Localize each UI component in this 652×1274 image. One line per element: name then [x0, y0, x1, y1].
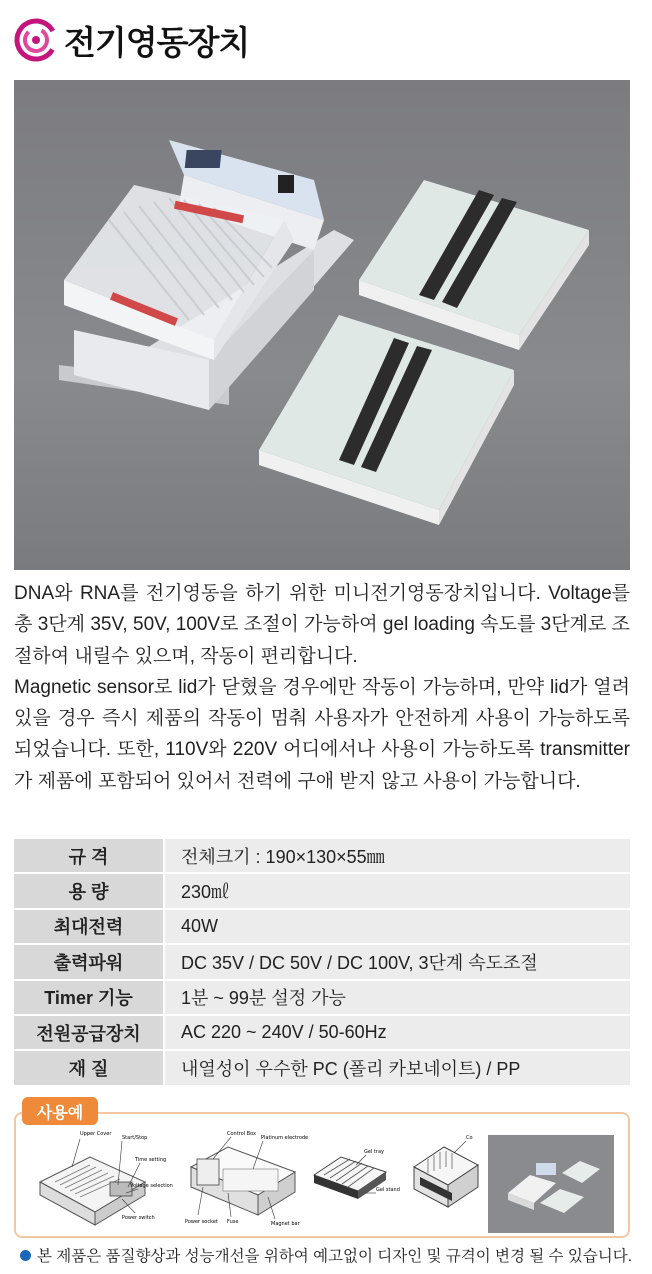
product-photo	[14, 80, 630, 570]
label-power-switch: Power switch	[122, 1215, 155, 1221]
spec-value: DC 35V / DC 50V / DC 100V, 3단계 속도조절	[164, 944, 630, 979]
label-gel-tray: Gel tray	[364, 1149, 384, 1155]
spec-label: 전원공급장치	[14, 1015, 164, 1050]
table-row	[14, 909, 630, 944]
spec-value: 전체크기 : 190×130×55㎜	[164, 838, 630, 873]
spec-label: 최대전력	[14, 909, 164, 944]
spec-label: 규 격	[14, 838, 164, 873]
diagram-main-unit	[30, 1127, 173, 1231]
table-row	[14, 1050, 630, 1085]
label-upper-cover: Upper Cover	[80, 1131, 112, 1137]
label-comb: Co	[466, 1135, 473, 1141]
usage-examples-tab: 사용예	[22, 1097, 98, 1125]
spec-value: 40W	[164, 909, 630, 944]
label-start-stop: Start/Stop	[122, 1135, 148, 1141]
header	[14, 12, 249, 68]
bullet-icon	[20, 1250, 31, 1261]
label-control-box: Control Box	[227, 1131, 256, 1137]
table-row	[14, 873, 630, 908]
label-power-socket: Power socket	[185, 1219, 218, 1225]
diagram-tray-assembly	[406, 1127, 486, 1231]
table-row	[14, 944, 630, 979]
footnote-text: 본 제품은 품질향상과 성능개선을 위하여 예고없이 디자인 및 규격이 변경 될 수 있습니다.	[37, 1248, 633, 1265]
spec-label: 재 질	[14, 1050, 164, 1085]
spec-label: 용 량	[14, 873, 164, 908]
spec-value: 1분 ~ 99분 설정 가능	[164, 980, 630, 1015]
table-row	[14, 838, 630, 873]
table-row	[14, 980, 630, 1015]
label-gel-stand: Gel stand	[376, 1187, 400, 1193]
description-paragraph: Magnetic sensor로 lid가 닫혔을 경우에만 작동이 가능하며, 만약 lid가 열려 있을 경우 즉시 제품의 작동이 멈춰 사용자가 안전하게 사용이 가능하도록 되었습니다. 또한, 110V와 220V 어디에서나 사용이 가능하도록 transmitter가 제품에 포함되어 있어서 전력에 구애 받지 않고 사용이 가능합니다.	[14, 676, 630, 792]
spec-value: 내열성이 우수한 PC (폴리 카보네이트) / PP	[164, 1050, 630, 1085]
spec-value: AC 220 ~ 240V / 50-60Hz	[164, 1015, 630, 1050]
label-voltage-selection: Voltage selection	[130, 1183, 173, 1189]
label-fuse: Fuse	[227, 1219, 239, 1225]
table-row	[14, 1015, 630, 1050]
label-platinum-electrode: Platinum electrode	[261, 1135, 309, 1141]
label-magnet-bar: Magnet bar	[271, 1221, 300, 1227]
spec-label: 출력파워	[14, 944, 164, 979]
spec-value: 230㎖	[164, 873, 630, 908]
description-paragraph: DNA와 RNA를 전기영동을 하기 위한 미니전기영동장치입니다. Voltage를 총 3단계 35V, 50V, 100V로 조절이 가능하여 gel loading 속도를 3단계로 조절하여 내릴수 있으며, 작동이 편리합니다.	[14, 583, 630, 667]
diagram-base-unit	[183, 1127, 309, 1231]
description	[14, 578, 630, 797]
spec-table	[14, 837, 630, 1087]
diagram-gel-tray	[306, 1127, 400, 1231]
page-title: 전기영동장치	[64, 22, 250, 62]
logo-icon	[14, 18, 58, 62]
label-time-setting: Time setting	[135, 1157, 167, 1163]
spec-label: Timer 기능	[14, 980, 164, 1015]
usage-photo-thumbnail	[488, 1132, 614, 1236]
footnote	[20, 1244, 632, 1266]
